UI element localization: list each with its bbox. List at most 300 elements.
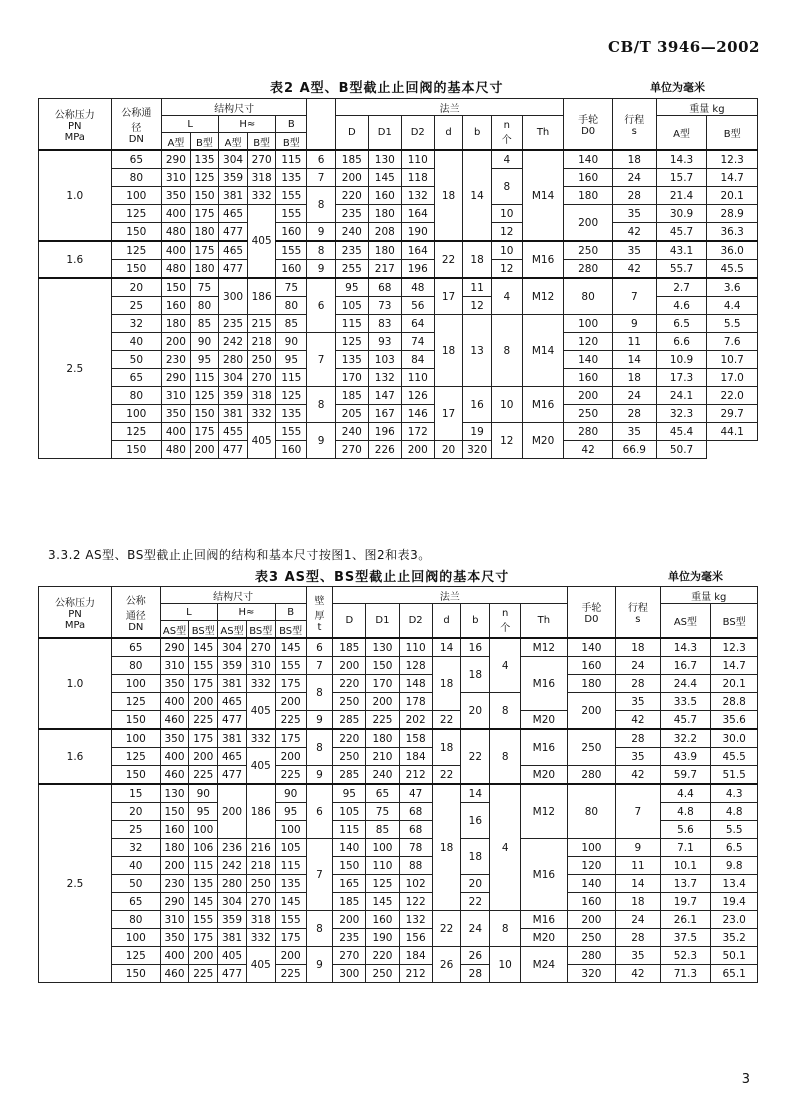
cell: 8: [306, 675, 333, 711]
cell: 28: [612, 405, 656, 423]
cell: 160: [564, 369, 612, 387]
hdr-n: n 个: [490, 604, 521, 639]
cell: 180: [160, 839, 189, 857]
cell: 16: [461, 803, 490, 839]
cell: 155: [276, 241, 307, 260]
cell: 465: [218, 693, 247, 711]
cell: 35: [616, 693, 660, 711]
cell: 103: [368, 351, 401, 369]
cell: 105: [275, 839, 306, 857]
cell: 212: [399, 965, 432, 983]
cell: 200: [275, 693, 306, 711]
cell: 105: [333, 803, 366, 821]
cell: 9: [307, 223, 336, 242]
cell: M12: [521, 638, 567, 657]
cell: 4.3: [711, 784, 758, 803]
cell: 28: [616, 729, 660, 748]
cell: M14: [522, 315, 564, 387]
cell: M16: [522, 241, 564, 278]
cell: 26: [432, 947, 461, 983]
cell: 405: [246, 693, 275, 730]
cell: 240: [335, 423, 368, 441]
cell: 132: [368, 369, 401, 387]
cell: 200: [564, 387, 612, 405]
cell: 145: [275, 638, 306, 657]
cell: 95: [335, 278, 368, 297]
cell: 145: [275, 893, 306, 911]
table-row: [39, 241, 758, 260]
cell: 150: [111, 766, 160, 785]
table-row: [39, 638, 758, 657]
cell: 184: [399, 748, 432, 766]
cell: 26.1: [660, 911, 711, 929]
cell: 200: [335, 169, 368, 187]
cell: 200: [160, 857, 189, 875]
cell: 19.7: [660, 893, 711, 911]
cell: 160: [162, 297, 191, 315]
cell: 90: [275, 784, 306, 803]
cell: 8: [307, 241, 336, 260]
cell: 35: [612, 423, 656, 441]
cell: M16: [522, 387, 564, 423]
cell: 465: [218, 748, 247, 766]
cell: M20: [521, 711, 567, 730]
table-row: [39, 223, 758, 242]
cell: 35.2: [711, 929, 758, 947]
cell: 75: [366, 803, 399, 821]
cell: 255: [335, 260, 368, 279]
cell: 150: [111, 441, 162, 459]
cell: 175: [190, 423, 219, 441]
table-row: [39, 351, 758, 369]
cell: 12: [491, 223, 522, 242]
cell: 9: [306, 711, 333, 730]
cell: 12.3: [707, 150, 758, 169]
cell: 160: [276, 223, 307, 242]
cell: 225: [366, 711, 399, 730]
cell: 14: [432, 638, 461, 657]
cell: 140: [564, 150, 612, 169]
cell: 332: [246, 929, 275, 947]
cell: 225: [189, 766, 218, 785]
hdr-wA: AS型: [660, 604, 711, 639]
hdr-d: d: [432, 604, 461, 639]
cell: 240: [366, 766, 399, 785]
hdr-B: B: [276, 116, 307, 133]
cell-pn: 1.0: [39, 638, 112, 729]
cell: 93: [368, 333, 401, 351]
cell: 318: [246, 911, 275, 929]
cell: 477: [219, 223, 248, 242]
cell: 110: [401, 369, 434, 387]
cell: 52.3: [660, 947, 711, 965]
cell: 200: [218, 784, 247, 839]
cell: 19.4: [711, 893, 758, 911]
cell: 150: [111, 260, 162, 279]
cell: 218: [246, 857, 275, 875]
cell: 55.7: [656, 260, 707, 279]
cell: 148: [399, 675, 432, 693]
cell: 160: [276, 260, 307, 279]
cell: M24: [521, 947, 567, 983]
cell: 125: [111, 693, 160, 711]
hdr-HA: AS型: [218, 621, 247, 639]
cell: 236: [218, 839, 247, 857]
cell: 40: [111, 333, 162, 351]
cell: 332: [246, 675, 275, 693]
table-row: [39, 893, 758, 911]
cell: 125: [111, 748, 160, 766]
table-row: [39, 369, 758, 387]
cell: 200: [366, 693, 399, 711]
cell: 12: [463, 297, 492, 315]
cell: 250: [564, 405, 612, 423]
hdr-HB: B型: [247, 133, 276, 151]
cell: 180: [567, 675, 616, 693]
cell: 280: [218, 875, 247, 893]
hdr-Bv: B型: [276, 133, 307, 151]
cell: 14: [612, 351, 656, 369]
cell: 18: [612, 150, 656, 169]
cell: 186: [246, 784, 275, 839]
cell: 14: [616, 875, 660, 893]
cell: 125: [276, 387, 307, 405]
cell: 20: [111, 803, 160, 821]
cell: 140: [567, 875, 616, 893]
table-row: [39, 693, 758, 711]
cell: M20: [521, 766, 567, 785]
cell: 220: [333, 675, 366, 693]
cell: 200: [333, 911, 366, 929]
cell: 26: [461, 947, 490, 965]
cell: 65: [111, 150, 162, 169]
cell: 477: [218, 766, 247, 785]
cell: 18: [461, 657, 490, 693]
cell: M16: [521, 729, 567, 766]
cell: 105: [335, 297, 368, 315]
cell: 7: [306, 657, 333, 675]
cell: 212: [399, 766, 432, 785]
table-row: [39, 187, 758, 205]
cell: 216: [246, 839, 275, 857]
cell: 115: [189, 857, 218, 875]
cell: 115: [335, 315, 368, 333]
cell: 20: [434, 441, 463, 459]
cell: 8: [307, 387, 336, 423]
cell: 18: [434, 315, 463, 387]
cell: 100: [111, 929, 160, 947]
hdr-D: D: [333, 604, 366, 639]
cell: 8: [490, 693, 521, 730]
cell: 230: [162, 351, 191, 369]
cell: 5.5: [707, 315, 758, 333]
cell: 9.8: [711, 857, 758, 875]
cell: 25: [111, 821, 160, 839]
cell: 14.3: [656, 150, 707, 169]
cell: 300: [333, 965, 366, 983]
cell: 28: [616, 675, 660, 693]
cell: 135: [335, 351, 368, 369]
cell: 405: [218, 947, 247, 965]
cell: 20: [111, 278, 162, 297]
cell: 65: [111, 638, 160, 657]
cell: 48: [401, 278, 434, 297]
cell: 17: [434, 387, 463, 441]
cell: 7: [612, 278, 656, 315]
cell: 120: [564, 333, 612, 351]
cell: 165: [333, 875, 366, 893]
cell: 135: [190, 150, 219, 169]
cell: 381: [218, 729, 247, 748]
cell: 250: [333, 693, 366, 711]
hdr-D2: D2: [401, 116, 434, 151]
cell: 200: [333, 657, 366, 675]
cell: 242: [218, 857, 247, 875]
cell: 190: [401, 223, 434, 242]
table-row: [39, 423, 758, 441]
cell: 135: [189, 875, 218, 893]
cell: 17.0: [707, 369, 758, 387]
cell: 290: [162, 369, 191, 387]
hdr-Th: Th: [521, 604, 567, 639]
cell: 20: [461, 875, 490, 893]
cell: 4.4: [707, 297, 758, 315]
cell: 90: [276, 333, 307, 351]
cell: 95: [275, 803, 306, 821]
cell: 164: [401, 241, 434, 260]
cell: 235: [335, 205, 368, 223]
cell: 35: [612, 205, 656, 223]
hdr-stroke: 行程 s: [612, 99, 656, 151]
cell: 405: [247, 423, 276, 459]
cell: 290: [160, 893, 189, 911]
hdr-stroke: 行程 s: [616, 587, 660, 639]
cell: 359: [218, 657, 247, 675]
cell: 155: [276, 423, 307, 441]
cell: 29.7: [707, 405, 758, 423]
table-row: [39, 387, 758, 405]
cell: 100: [111, 729, 160, 748]
cell: 50.7: [656, 441, 707, 459]
cell: 35.6: [711, 711, 758, 730]
cell: 185: [333, 638, 366, 657]
cell: 460: [160, 965, 189, 983]
cell: 400: [160, 947, 189, 965]
cell: 172: [401, 423, 434, 441]
cell: 460: [160, 766, 189, 785]
cell: 477: [218, 965, 247, 983]
cell: 250: [246, 875, 275, 893]
cell-pn: 2.5: [39, 278, 112, 459]
cell: 7: [616, 784, 660, 839]
hdr-pn: 公称压力 PN MPa: [39, 587, 112, 639]
cell: 22: [461, 729, 490, 784]
cell: 318: [247, 169, 276, 187]
cell: 160: [160, 821, 189, 839]
hdr-handwheel: 手轮 D0: [564, 99, 612, 151]
cell: 185: [335, 387, 368, 405]
cell: 280: [564, 423, 612, 441]
cell: 359: [219, 169, 248, 187]
cell: 10: [491, 387, 522, 423]
cell: 196: [401, 260, 434, 279]
cell: 24: [612, 387, 656, 405]
cell: 78: [399, 839, 432, 857]
hdr-weight: 重量 kg: [660, 587, 758, 604]
cell: 140: [567, 638, 616, 657]
hdr-LB: BS型: [189, 621, 218, 639]
cell: 130: [160, 784, 189, 803]
cell: 200: [189, 693, 218, 711]
cell: M16: [521, 657, 567, 711]
table3-unit: 单位为毫米: [668, 570, 723, 583]
hdr-LA: A型: [162, 133, 191, 151]
cell: 235: [219, 315, 248, 333]
cell: 80: [276, 297, 307, 315]
cell: M14: [522, 150, 564, 241]
cell: 132: [401, 187, 434, 205]
cell: 132: [399, 911, 432, 929]
cell: M16: [521, 911, 567, 929]
cell: 128: [399, 657, 432, 675]
cell: 14.7: [707, 169, 758, 187]
cell: 2.7: [656, 278, 707, 297]
cell: 6: [306, 638, 333, 657]
cell: 140: [333, 839, 366, 857]
cell: 8: [490, 729, 521, 784]
cell: 51.5: [711, 766, 758, 785]
hdr-dn: 公称 通径 DN: [111, 587, 160, 639]
cell: 285: [333, 766, 366, 785]
cell: 65: [111, 893, 160, 911]
table-row: [39, 205, 758, 223]
cell: 304: [219, 369, 248, 387]
cell: 225: [275, 711, 306, 730]
table-row: [39, 766, 758, 785]
table-row: [39, 169, 758, 187]
cell: 80: [564, 278, 612, 315]
cell: 45.7: [660, 711, 711, 730]
cell: 35: [612, 241, 656, 260]
cell: 200: [564, 205, 612, 242]
table-row: [39, 839, 758, 857]
cell: 200: [189, 748, 218, 766]
cell: 125: [366, 875, 399, 893]
cell: 230: [160, 875, 189, 893]
cell: 477: [219, 260, 248, 279]
cell: 130: [366, 638, 399, 657]
cell: 200: [401, 441, 434, 459]
cell: 135: [276, 405, 307, 423]
cell: 10: [491, 241, 522, 260]
table-row: [39, 729, 758, 748]
cell: 9: [306, 766, 333, 785]
cell: 80: [190, 297, 219, 315]
table-row: [39, 150, 758, 169]
cell: 10.1: [660, 857, 711, 875]
cell: 95: [189, 803, 218, 821]
cell: 150: [111, 965, 160, 983]
cell: 18: [612, 369, 656, 387]
cell: 22.0: [707, 387, 758, 405]
cell: 175: [275, 929, 306, 947]
cell: 115: [276, 369, 307, 387]
cell: 68: [399, 821, 432, 839]
cell: 200: [567, 911, 616, 929]
cell: 3.6: [707, 278, 758, 297]
cell: M12: [521, 784, 567, 839]
cell: 32: [111, 315, 162, 333]
cell: 155: [189, 911, 218, 929]
cell: 18: [434, 150, 463, 241]
cell: 8: [491, 169, 522, 205]
hdr-wB: BS型: [711, 604, 758, 639]
cell: 45.4: [656, 423, 707, 441]
cell: 32.3: [656, 405, 707, 423]
cell: 18: [432, 784, 461, 911]
cell: 320: [463, 441, 492, 459]
cell: 175: [189, 675, 218, 693]
hdr-b: b: [463, 116, 492, 151]
cell: 225: [275, 766, 306, 785]
cell: 24.1: [656, 387, 707, 405]
cell: 455: [219, 423, 248, 441]
cell: 90: [189, 784, 218, 803]
cell: 30.9: [656, 205, 707, 223]
cell: 88: [399, 857, 432, 875]
cell: 21.4: [656, 187, 707, 205]
cell: 32.2: [660, 729, 711, 748]
cell: 150: [190, 187, 219, 205]
cell: 80: [111, 169, 162, 187]
cell: 250: [567, 729, 616, 766]
cell: 18: [461, 839, 490, 875]
hdr-D1: D1: [368, 116, 401, 151]
cell: 200: [190, 441, 219, 459]
hdr-H: H≈: [219, 116, 276, 133]
cell: 175: [275, 729, 306, 748]
cell: 270: [246, 638, 275, 657]
cell: 50: [111, 351, 162, 369]
cell: 6.5: [711, 839, 758, 857]
cell: 4.4: [660, 784, 711, 803]
cell: 158: [399, 729, 432, 748]
cell: 7.6: [707, 333, 758, 351]
cell: 18: [432, 657, 461, 711]
cell: 85: [276, 315, 307, 333]
table-row: [39, 911, 758, 929]
cell: 160: [276, 441, 307, 459]
cell: 100: [567, 839, 616, 857]
cell: 19: [463, 423, 492, 441]
table-row: [39, 675, 758, 693]
table-row: [39, 260, 758, 279]
cell: 56: [401, 297, 434, 315]
cell: 150: [111, 711, 160, 730]
cell: 215: [247, 315, 276, 333]
cell: 65: [111, 369, 162, 387]
cell: 24: [616, 911, 660, 929]
cell: 381: [218, 929, 247, 947]
cell: 125: [190, 169, 219, 187]
cell: 22: [432, 911, 461, 947]
cell: 22: [432, 766, 461, 785]
cell: 110: [366, 857, 399, 875]
cell: 270: [247, 150, 276, 169]
cell: 18: [432, 729, 461, 766]
cell: 65: [366, 784, 399, 803]
cell: 85: [190, 315, 219, 333]
